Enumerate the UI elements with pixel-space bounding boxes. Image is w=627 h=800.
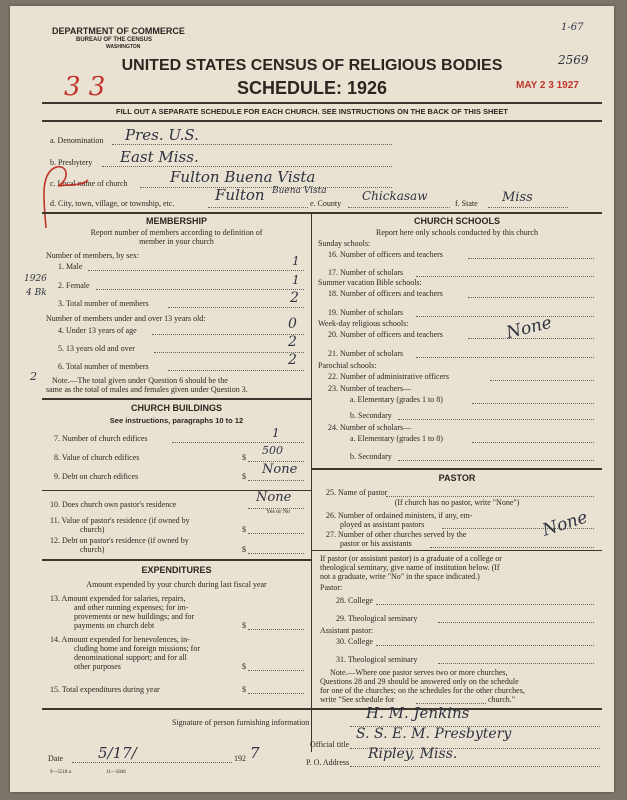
- q16-label: 16. Number of officers and teachers: [328, 250, 443, 259]
- pastor-note-3: for one of the churches; on the schedules for the other churches,: [320, 686, 525, 695]
- q23b-line: [398, 418, 594, 420]
- q13-line: [248, 628, 304, 630]
- q24a-line: [472, 441, 594, 443]
- pastor-label: Pastor:: [320, 583, 343, 592]
- q13-label-4: payments on church debt: [74, 621, 155, 630]
- grad-text-2: theological seminary, give name of institution below. (If: [320, 563, 500, 572]
- q13-label-3: provements or new buildings; and for: [74, 612, 195, 621]
- rule: [42, 559, 311, 561]
- q14-label-1: 14. Amount expended for benevolences, in-: [50, 635, 190, 644]
- weekday-label: Week-day religious schools:: [318, 319, 409, 328]
- q30-line: [376, 644, 594, 646]
- pastor-note-2: Questions 28 and 29 should be answered only on the schedule: [320, 677, 519, 686]
- q10-hint: Yes or No: [266, 509, 291, 515]
- q11-line: [248, 532, 304, 534]
- city-town-label: d. City, town, village, or township, etc.: [50, 199, 175, 208]
- summer-label: Summer vacation Bible schools:: [318, 278, 422, 287]
- rule: [42, 102, 602, 104]
- q1-value: 1: [292, 254, 300, 268]
- q1-label: 1. Male: [58, 262, 83, 271]
- q2-line: [96, 288, 304, 290]
- rule: [42, 708, 602, 710]
- q9-dollar: $: [242, 472, 246, 481]
- q27-line: [430, 546, 594, 548]
- official-title-value: S. S. E. M. Presbytery: [356, 726, 512, 742]
- q25-label: 25. Name of pastor: [326, 488, 388, 497]
- year-value: 7: [250, 744, 260, 762]
- q14-label-4: other purposes: [74, 662, 121, 671]
- q25-line: [386, 495, 594, 497]
- q17-line: [416, 275, 594, 277]
- bureau-label: BUREAU OF THE CENSUS: [76, 37, 153, 43]
- q11-label-2: church): [80, 525, 105, 534]
- state-line: [488, 206, 568, 208]
- q6-line: [168, 369, 304, 371]
- schools-title: CHURCH SCHOOLS: [413, 216, 500, 226]
- q9-label: 9. Debt on church edifices: [54, 472, 139, 481]
- pastor-note-1: Note.—Where one pastor serves two or more churches,: [330, 668, 508, 677]
- buildings-title: CHURCH BUILDINGS: [131, 403, 222, 413]
- q4-line: [152, 333, 304, 335]
- city-value-2: Buena Vista: [272, 186, 327, 196]
- city-label: WASHINGTON: [106, 44, 141, 50]
- q5-label: 5. 13 years old and over: [58, 344, 135, 353]
- year-prefix: 192: [234, 754, 246, 763]
- q9-value: None: [262, 462, 298, 477]
- rule: [42, 120, 602, 122]
- stamp-number: 2569: [558, 53, 589, 67]
- schools-subtitle: Report here only schools conducted by this church: [376, 228, 538, 237]
- q6-label: 6. Total number of members: [58, 362, 149, 371]
- pastor-title: PASTOR: [438, 473, 476, 483]
- grad-text-3: not a graduate, write "No" in the space indicated.): [320, 572, 480, 581]
- dept-label: DEPARTMENT OF COMMERCE: [52, 26, 185, 36]
- state-value: Miss: [502, 190, 533, 205]
- q3-line: [168, 306, 304, 308]
- pastor-note-4: write "See schedule for: [320, 695, 395, 704]
- q12-line: [248, 552, 304, 554]
- by-age-label: Number of members under and over 13 years old:: [46, 314, 206, 323]
- membership-title: MEMBERSHIP: [145, 216, 207, 226]
- q22-line: [490, 379, 594, 381]
- q5-value: 2: [288, 334, 297, 350]
- q31-line: [438, 662, 594, 664]
- q22-label: 22. Number of administrative officers: [328, 372, 449, 381]
- q8-label: 8. Value of church edifices: [54, 453, 140, 462]
- city-value: Fulton: [215, 186, 265, 204]
- q19-line: [416, 315, 594, 317]
- q26-label-1: 26. Number of ordained ministers, if any, em-: [326, 511, 473, 520]
- q7-value: 1: [272, 426, 280, 440]
- signature-value: H. M. Jenkins: [366, 704, 470, 722]
- q23a-line: [472, 402, 594, 404]
- presbytery-label: b. Presbytery: [50, 158, 93, 167]
- q1-line: [88, 269, 304, 271]
- rule: [42, 398, 311, 400]
- form-number-2: 11—5846: [106, 770, 126, 775]
- q21-line: [416, 356, 594, 358]
- q11-dollar: $: [242, 525, 246, 534]
- church-name-label: c. Local name of church: [50, 179, 128, 188]
- q3-label: 3. Total number of members: [58, 299, 149, 308]
- county-value: Chickasaw: [362, 189, 428, 203]
- instruction-line: FILL OUT A SEPARATE SCHEDULE FOR EACH CHURCH. SEE INSTRUCTIONS ON THE BACK OF THIS SHEET: [116, 107, 508, 116]
- q27-label-1: 27. Number of other churches served by the: [326, 530, 467, 539]
- q24-label: 24. Number of scholars—: [328, 423, 412, 432]
- q8-value: 500: [262, 444, 283, 457]
- q12-label-2: church): [80, 545, 105, 554]
- margin-note-2: 4 Bk: [26, 288, 47, 298]
- q16-line: [468, 257, 594, 259]
- q27-label-2: pastor or his assistants: [340, 539, 412, 548]
- q13-label-1: 13. Amount expended for salaries, repairs,: [50, 594, 186, 603]
- q11-label-1: 11. Value of pastor's residence (if owned by: [50, 516, 190, 525]
- q24b-line: [398, 459, 594, 461]
- q12-dollar: $: [242, 545, 246, 554]
- q23b-label: b. Secondary: [350, 411, 392, 420]
- church-name-value: Fulton Buena Vista: [170, 168, 316, 186]
- signature-label: Signature of person furnishing information: [172, 718, 310, 727]
- q10-label: 10. Does church own pastor's residence: [50, 500, 177, 509]
- membership-note-1: Note.—The total given under Question 6 should be the: [52, 376, 228, 385]
- q15-label: 15. Total expenditures during year: [50, 685, 160, 694]
- form-subtitle: SCHEDULE: 1926: [236, 78, 388, 98]
- pastor-note-4b: church.": [488, 695, 516, 704]
- presbytery-value: East Miss.: [120, 148, 199, 166]
- county-line: [348, 206, 450, 208]
- q23-label: 23. Number of teachers—: [328, 384, 412, 393]
- by-sex-label: Number of members, by sex:: [46, 251, 140, 260]
- grad-text-1: If pastor (or assistant pastor) is a graduate of a college or: [320, 554, 502, 563]
- rule: [312, 468, 602, 470]
- q2-label: 2. Female: [58, 281, 90, 290]
- po-address-label: P. O. Address: [306, 758, 350, 767]
- q24a-label: a. Elementary (grades 1 to 8): [350, 434, 443, 443]
- q28-label: 28. College: [336, 596, 373, 605]
- q18-label: 18. Number of officers and teachers: [328, 289, 443, 298]
- q13-label-2: and other running expenses; for im-: [74, 603, 189, 612]
- q7-label: 7. Number of church edifices: [54, 434, 148, 443]
- denomination-value: Pres. U.S.: [125, 126, 199, 144]
- q15-dollar: $: [242, 685, 246, 694]
- q18-line: [468, 296, 594, 298]
- q27-value: None: [540, 507, 591, 541]
- membership-intro-1: Report number of members according to definition of: [90, 228, 263, 237]
- date-value: 5/17/: [98, 744, 137, 762]
- census-schedule-page: [10, 6, 614, 792]
- schools-none-mark: None: [504, 312, 554, 344]
- sunday-label: Sunday schools:: [318, 239, 371, 248]
- q14-label-2: cluding home and foreign missions; for: [74, 644, 200, 653]
- official-title-label: Official title: [310, 740, 350, 749]
- form-title: UNITED STATES CENSUS OF RELIGIOUS BODIES: [121, 57, 503, 74]
- state-label: f. State: [455, 199, 478, 208]
- red-number: 3 3: [64, 72, 106, 102]
- rule: [42, 212, 602, 214]
- date-label: Date: [48, 754, 64, 763]
- buildings-subtitle: See instructions, paragraphs 10 to 12: [109, 416, 244, 425]
- church-name-line: [140, 186, 392, 188]
- q4-value: 0: [288, 316, 297, 332]
- q29-label: 29. Theological seminary: [336, 614, 418, 623]
- q30-label: 30. College: [336, 637, 373, 646]
- q12-label-1: 12. Debt on pastor's residence (if owned by: [50, 536, 189, 545]
- q21-label: 21. Number of scholars: [328, 349, 404, 358]
- margin-two: 2: [30, 370, 37, 383]
- q8-dollar: $: [242, 453, 246, 462]
- q19-label: 19. Number of scholars: [328, 308, 404, 317]
- q31-label: 31. Theological seminary: [336, 655, 418, 664]
- q14-line: [248, 669, 304, 671]
- q28-line: [376, 603, 594, 605]
- q15-line: [248, 692, 304, 694]
- q29-line: [438, 621, 594, 623]
- form-number: 9—5518 a: [50, 770, 71, 775]
- q3-value: 2: [290, 290, 299, 306]
- q9-line: [248, 479, 304, 481]
- q14-dollar: $: [242, 662, 246, 671]
- q4-label: 4. Under 13 years of age: [58, 326, 137, 335]
- po-address-line: [350, 765, 600, 767]
- date-line: [72, 761, 232, 763]
- margin-note-1: 1926: [24, 274, 47, 284]
- membership-intro-2: member in your church: [139, 237, 214, 246]
- q2-value: 1: [292, 273, 300, 287]
- q26-label-2: ployed as assistant pastors: [340, 520, 425, 529]
- expenditures-title: EXPENDITURES: [141, 565, 212, 575]
- q10-value: None: [256, 490, 292, 505]
- q23a-label: a. Elementary (grades 1 to 8): [350, 395, 443, 404]
- q14-label-3: denominational support; and for all: [74, 653, 187, 662]
- q7-line: [172, 441, 304, 443]
- rule: [312, 550, 602, 551]
- q13-dollar: $: [242, 621, 246, 630]
- top-number: 1-67: [561, 22, 584, 33]
- q17-label: 17. Number of scholars: [328, 268, 404, 277]
- q25-hint: (If church has no pastor, write "None"): [394, 498, 520, 507]
- denomination-label: a. Denomination: [50, 136, 104, 145]
- expenditures-subtitle: Amount expended by your church during last fiscal year: [86, 580, 267, 589]
- q5-line: [154, 351, 304, 353]
- po-address-value: Ripley, Miss.: [368, 746, 458, 762]
- city-town-line: [208, 206, 308, 208]
- county-label: e. County: [310, 199, 342, 208]
- q6-value: 2: [288, 352, 297, 368]
- membership-note-2: same as the total of males and females given under Question 3.: [46, 385, 248, 394]
- parochial-label: Parochial schools:: [318, 361, 377, 370]
- q20-label: 20. Number of officers and teachers: [328, 330, 443, 339]
- date-stamp: MAY 2 3 1927: [516, 80, 579, 91]
- asst-pastor-label: Assistant pastor:: [320, 626, 374, 635]
- q24b-label: b. Secondary: [350, 452, 392, 461]
